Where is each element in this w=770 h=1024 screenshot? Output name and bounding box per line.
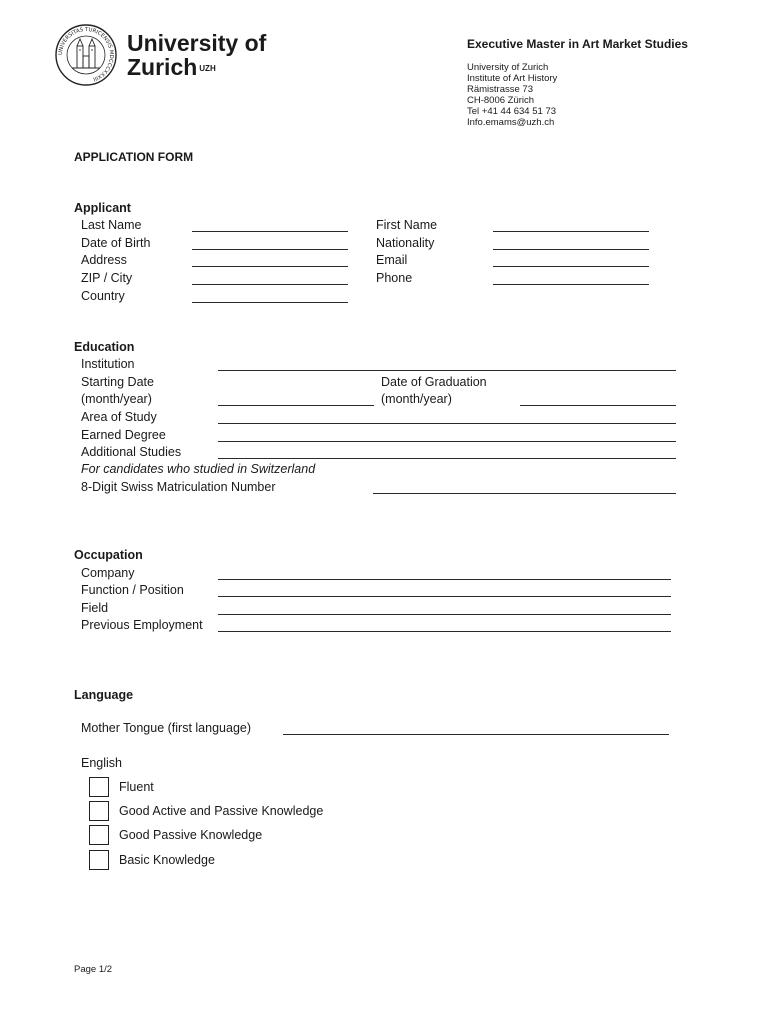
first-name-field[interactable] (493, 231, 649, 232)
mother-tongue-field[interactable] (283, 734, 669, 735)
additional-studies-input[interactable] (218, 442, 680, 458)
mother-tongue-label: Mother Tongue (first language) (81, 721, 252, 735)
nationality-input[interactable] (493, 233, 653, 249)
page-number: Page 1/2 (74, 964, 113, 975)
company-label: Company (81, 566, 135, 580)
zip-city-label: ZIP / City (81, 271, 133, 285)
date-of-birth-label: Date of Birth (81, 236, 151, 250)
field-input[interactable] (218, 598, 675, 614)
zip-city-field[interactable] (192, 284, 348, 285)
phone-input[interactable] (493, 268, 653, 284)
institution-label: Institution (81, 357, 135, 371)
previous-employment-input[interactable] (218, 615, 675, 631)
university-name-line1: University of (127, 30, 267, 56)
first-name-input[interactable] (493, 215, 653, 231)
starting-date-format-label: (month/year) (81, 392, 152, 406)
english-label: English (81, 756, 122, 770)
last-name-field[interactable] (192, 231, 348, 232)
earned-degree-input[interactable] (218, 425, 680, 441)
function-position-input[interactable] (218, 580, 675, 596)
email-field[interactable] (493, 266, 649, 267)
function-position-label: Function / Position (81, 583, 184, 597)
matriculation-number-input[interactable] (373, 477, 680, 493)
area-of-study-input[interactable] (218, 407, 680, 423)
contact-line: University of Zurich (467, 62, 549, 73)
education-heading: Education (74, 340, 135, 354)
graduation-date-input[interactable] (520, 389, 680, 405)
contact-line: Institute of Art History (467, 73, 558, 84)
good-passive-checkbox[interactable] (89, 825, 109, 845)
earned-degree-label: Earned Degree (81, 428, 166, 442)
first-name-label: First Name (376, 218, 438, 232)
contact-line: CH-8006 Zürich (467, 95, 535, 106)
date-of-graduation-label: Date of Graduation (381, 375, 487, 389)
additional-studies-label: Additional Studies (81, 445, 182, 459)
last-name-input[interactable] (192, 215, 352, 231)
phone-label: Phone (376, 271, 413, 285)
seal-text: UNIVERSITAS TURICENSIS MDCCCXXXIII (57, 26, 115, 82)
mother-tongue-input[interactable] (283, 718, 673, 734)
good-active-passive-label: Good Active and Passive Knowledge (119, 804, 324, 818)
address-field[interactable] (192, 266, 348, 267)
previous-employment-label: Previous Employment (81, 618, 203, 632)
swiss-candidates-note: For candidates who studied in Switzerland (81, 462, 316, 476)
fluent-label: Fluent (119, 780, 154, 794)
university-name-zurich: Zurich (127, 54, 198, 80)
date-of-birth-input[interactable] (192, 233, 352, 249)
basic-knowledge-checkbox[interactable] (89, 850, 109, 870)
institution-field[interactable] (218, 370, 676, 371)
address-input[interactable] (192, 250, 352, 266)
contact-line: Tel +41 44 634 51 73 (467, 106, 557, 117)
fluent-checkbox[interactable] (89, 777, 109, 797)
email-input[interactable] (493, 250, 653, 266)
good-active-passive-checkbox[interactable] (89, 801, 109, 821)
nationality-label: Nationality (376, 236, 435, 250)
email-label: Email (376, 253, 408, 267)
area-of-study-field[interactable] (218, 423, 676, 424)
country-field[interactable] (192, 302, 348, 303)
contact-block (467, 62, 557, 128)
institution-input[interactable] (218, 354, 680, 370)
applicant-heading: Applicant (74, 201, 131, 215)
starting-date-label: Starting Date (81, 375, 154, 389)
starting-date-input[interactable] (218, 389, 378, 405)
language-heading: Language (74, 688, 134, 702)
uzh-superscript: UZH (199, 64, 216, 73)
address-label: Address (81, 253, 127, 267)
basic-knowledge-label: Basic Knowledge (119, 853, 215, 867)
phone-field[interactable] (493, 284, 649, 285)
company-input[interactable] (218, 563, 675, 579)
matriculation-number-field[interactable] (373, 493, 676, 494)
area-of-study-label: Area of Study (81, 410, 157, 424)
country-input[interactable] (192, 286, 352, 302)
country-label: Country (81, 289, 125, 303)
function-position-field[interactable] (218, 596, 671, 597)
occupation-heading: Occupation (74, 548, 143, 562)
zip-city-input[interactable] (192, 268, 352, 284)
matriculation-number-label: 8-Digit Swiss Matriculation Number (81, 480, 276, 494)
additional-studies-field[interactable] (218, 458, 676, 459)
starting-date-field[interactable] (218, 405, 374, 406)
university-seal-icon (55, 24, 117, 86)
form-title: APPLICATION FORM (74, 150, 194, 164)
university-name-line2 (127, 55, 216, 79)
graduation-date-format-label: (month/year) (381, 392, 452, 406)
previous-employment-field[interactable] (218, 631, 671, 632)
graduation-date-field[interactable] (520, 405, 676, 406)
program-title: Executive Master in Art Market Studies (467, 37, 688, 51)
good-passive-label: Good Passive Knowledge (119, 828, 263, 842)
contact-email: Info.emams@uzh.ch (467, 117, 555, 128)
field-label: Field (81, 601, 109, 615)
contact-line: Rämistrasse 73 (467, 84, 533, 95)
last-name-label: Last Name (81, 218, 142, 232)
